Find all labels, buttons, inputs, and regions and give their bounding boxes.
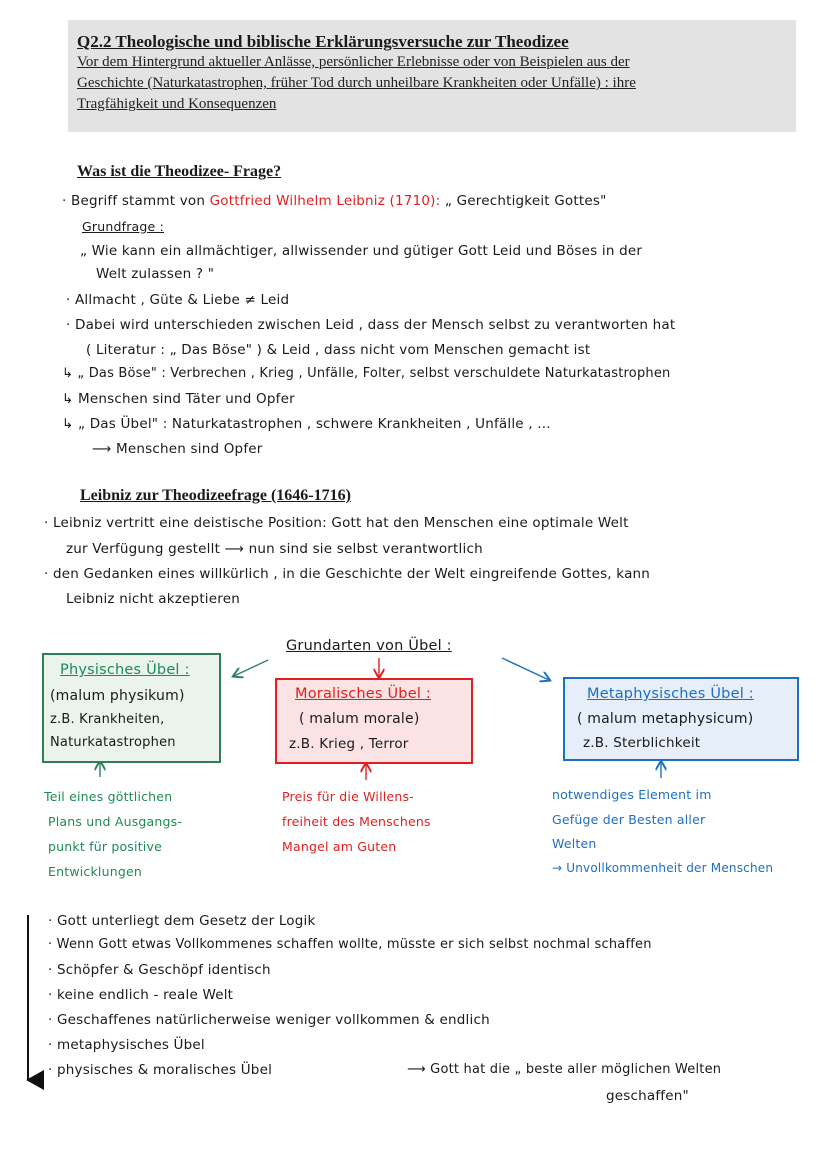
logik-line-2: · Wenn Gott etwas Vollkommenes schaffen wollte, müsste er sich selbst nochmal schaffen — [48, 937, 652, 952]
metaphysisch-line-1: ( malum metaphysicum) — [577, 711, 754, 727]
section-heading-theodizee-frage: Was ist die Theodizee- Frage? — [77, 163, 282, 180]
physisch-line-3: Naturkatastrophen — [50, 735, 176, 750]
physisch-note-4: Entwicklungen — [48, 864, 142, 879]
page-title: Q2.2 Theologische und biblische Erklärungsversuche zur Theodizee — [77, 32, 569, 51]
metaphysisches-uebel-box — [563, 677, 799, 761]
metaphysisch-note-4: → Unvollkommenheit der Menschen — [552, 861, 774, 875]
taeter-line: ↳ Menschen sind Täter und Opfer — [62, 391, 295, 407]
physisch-note-2: Plans und Ausgangs- — [48, 814, 183, 829]
moralisch-note-1: Preis für die Willens- — [282, 789, 414, 804]
leibniz-line-2: zur Verfügung gestellt ⟶ nun sind sie selbst verantwortlich — [66, 541, 483, 557]
begriff-prefix: · Begriff stammt von — [62, 193, 206, 209]
logik-line-3: · Schöpfer & Geschöpf identisch — [48, 962, 271, 978]
beste-welt-line: ⟶ Gott hat die „ beste aller möglichen Welten — [407, 1062, 722, 1077]
frage-line-2: Welt zulassen ? " — [96, 266, 215, 282]
leibniz-line-1: · Leibniz vertritt eine deistische Position: Gott hat den Menschen eine optimale Welt — [44, 515, 629, 531]
metaphysisch-note-3: Welten — [552, 836, 597, 851]
physisch-note-1: Teil eines göttlichen — [44, 789, 173, 804]
uebel-line: ↳ „ Das Übel" : Naturkatastrophen , schwere Krankheiten , Unfälle , ... — [62, 416, 551, 432]
leibniz-line-4: Leibniz nicht akzeptieren — [66, 591, 240, 607]
physisches-uebel-box — [42, 653, 221, 763]
moralisch-title: Moralisches Übel : — [295, 686, 431, 702]
moralisches-uebel-box — [275, 678, 473, 764]
logik-line-7: · physisches & moralisches Übel — [48, 1062, 273, 1078]
boese-line: ↳ „ Das Böse" : Verbrechen , Krieg , Unfälle, Folter, selbst verschuldete Naturkatastrophen — [62, 366, 671, 381]
section-heading-leibniz: Leibniz zur Theodizeefrage (1646-1716) — [80, 487, 351, 504]
header-subtitle-line-2: Geschichte (Naturkatastrophen, früher Tod durch unheilbare Krankheiten oder Unfälle) : ihre — [77, 75, 636, 91]
header-subtitle-line-1: Vor dem Hintergrund aktueller Anlässe, persönlicher Erlebnisse oder von Beispielen aus der — [77, 54, 630, 70]
logik-line-1: · Gott unterliegt dem Gesetz der Logik — [48, 913, 316, 929]
grundfrage-label: Grundfrage : — [82, 219, 165, 234]
logik-line-5: · Geschaffenes natürlicherweise weniger vollkommen & endlich — [48, 1012, 490, 1028]
metaphysisch-line-2: z.B. Sterblichkeit — [583, 735, 701, 751]
physisch-line-2: z.B. Krankheiten, — [50, 712, 165, 727]
metaphysisch-note-2: Gefüge der Besten aller — [552, 812, 706, 827]
arrow-to-metaphysisch — [502, 658, 549, 680]
dabei-line-1: · Dabei wird unterschieden zwischen Leid , dass der Mensch selbst zu verantworten hat — [66, 317, 676, 333]
dabei-line-2: ( Literatur : „ Das Böse" ) & Leid , dass nicht vom Menschen gemacht ist — [86, 342, 591, 358]
frage-line-1: „ Wie kann ein allmächtiger, allwissender und gütiger Gott Leid und Böses in der — [80, 243, 643, 259]
physisch-note-3: punkt für positive — [48, 839, 162, 854]
allmacht-line: · Allmacht , Güte & Liebe ≠ Leid — [66, 292, 290, 308]
beste-welt-cont: geschaffen" — [606, 1088, 689, 1104]
leibniz-line-3: · den Gedanken eines willkürlich , in die Geschichte der Welt eingreifende Gottes, kann — [44, 566, 651, 582]
begriff-suffix: „ Gerechtigkeit Gottes" — [444, 193, 607, 209]
physisch-title: Physisches Übel : — [60, 662, 190, 678]
metaphysisch-note-1: notwendiges Element im — [552, 787, 712, 802]
header-subtitle-line-3: Tragfähigkeit und Konsequenzen — [77, 96, 277, 112]
grundarten-title: Grundarten von Übel : — [286, 638, 452, 654]
arrow-to-physisch — [234, 660, 268, 676]
moralisch-note-2: freiheit des Menschens — [282, 814, 431, 829]
metaphysisch-title: Metaphysisches Übel : — [587, 686, 754, 702]
moralisch-line-2: z.B. Krieg , Terror — [289, 736, 409, 752]
moralisch-line-1: ( malum morale) — [299, 711, 420, 727]
moralisch-note-3: Mangel am Guten — [282, 839, 397, 854]
opfer-line: ⟶ Menschen sind Opfer — [92, 441, 263, 457]
logik-line-6: · metaphysisches Übel — [48, 1037, 205, 1053]
logik-line-4: · keine endlich - reale Welt — [48, 987, 234, 1003]
physisch-line-1: (malum physikum) — [50, 688, 185, 704]
leibniz-name: Gottfried Wilhelm Leibniz (1710): — [209, 193, 441, 209]
